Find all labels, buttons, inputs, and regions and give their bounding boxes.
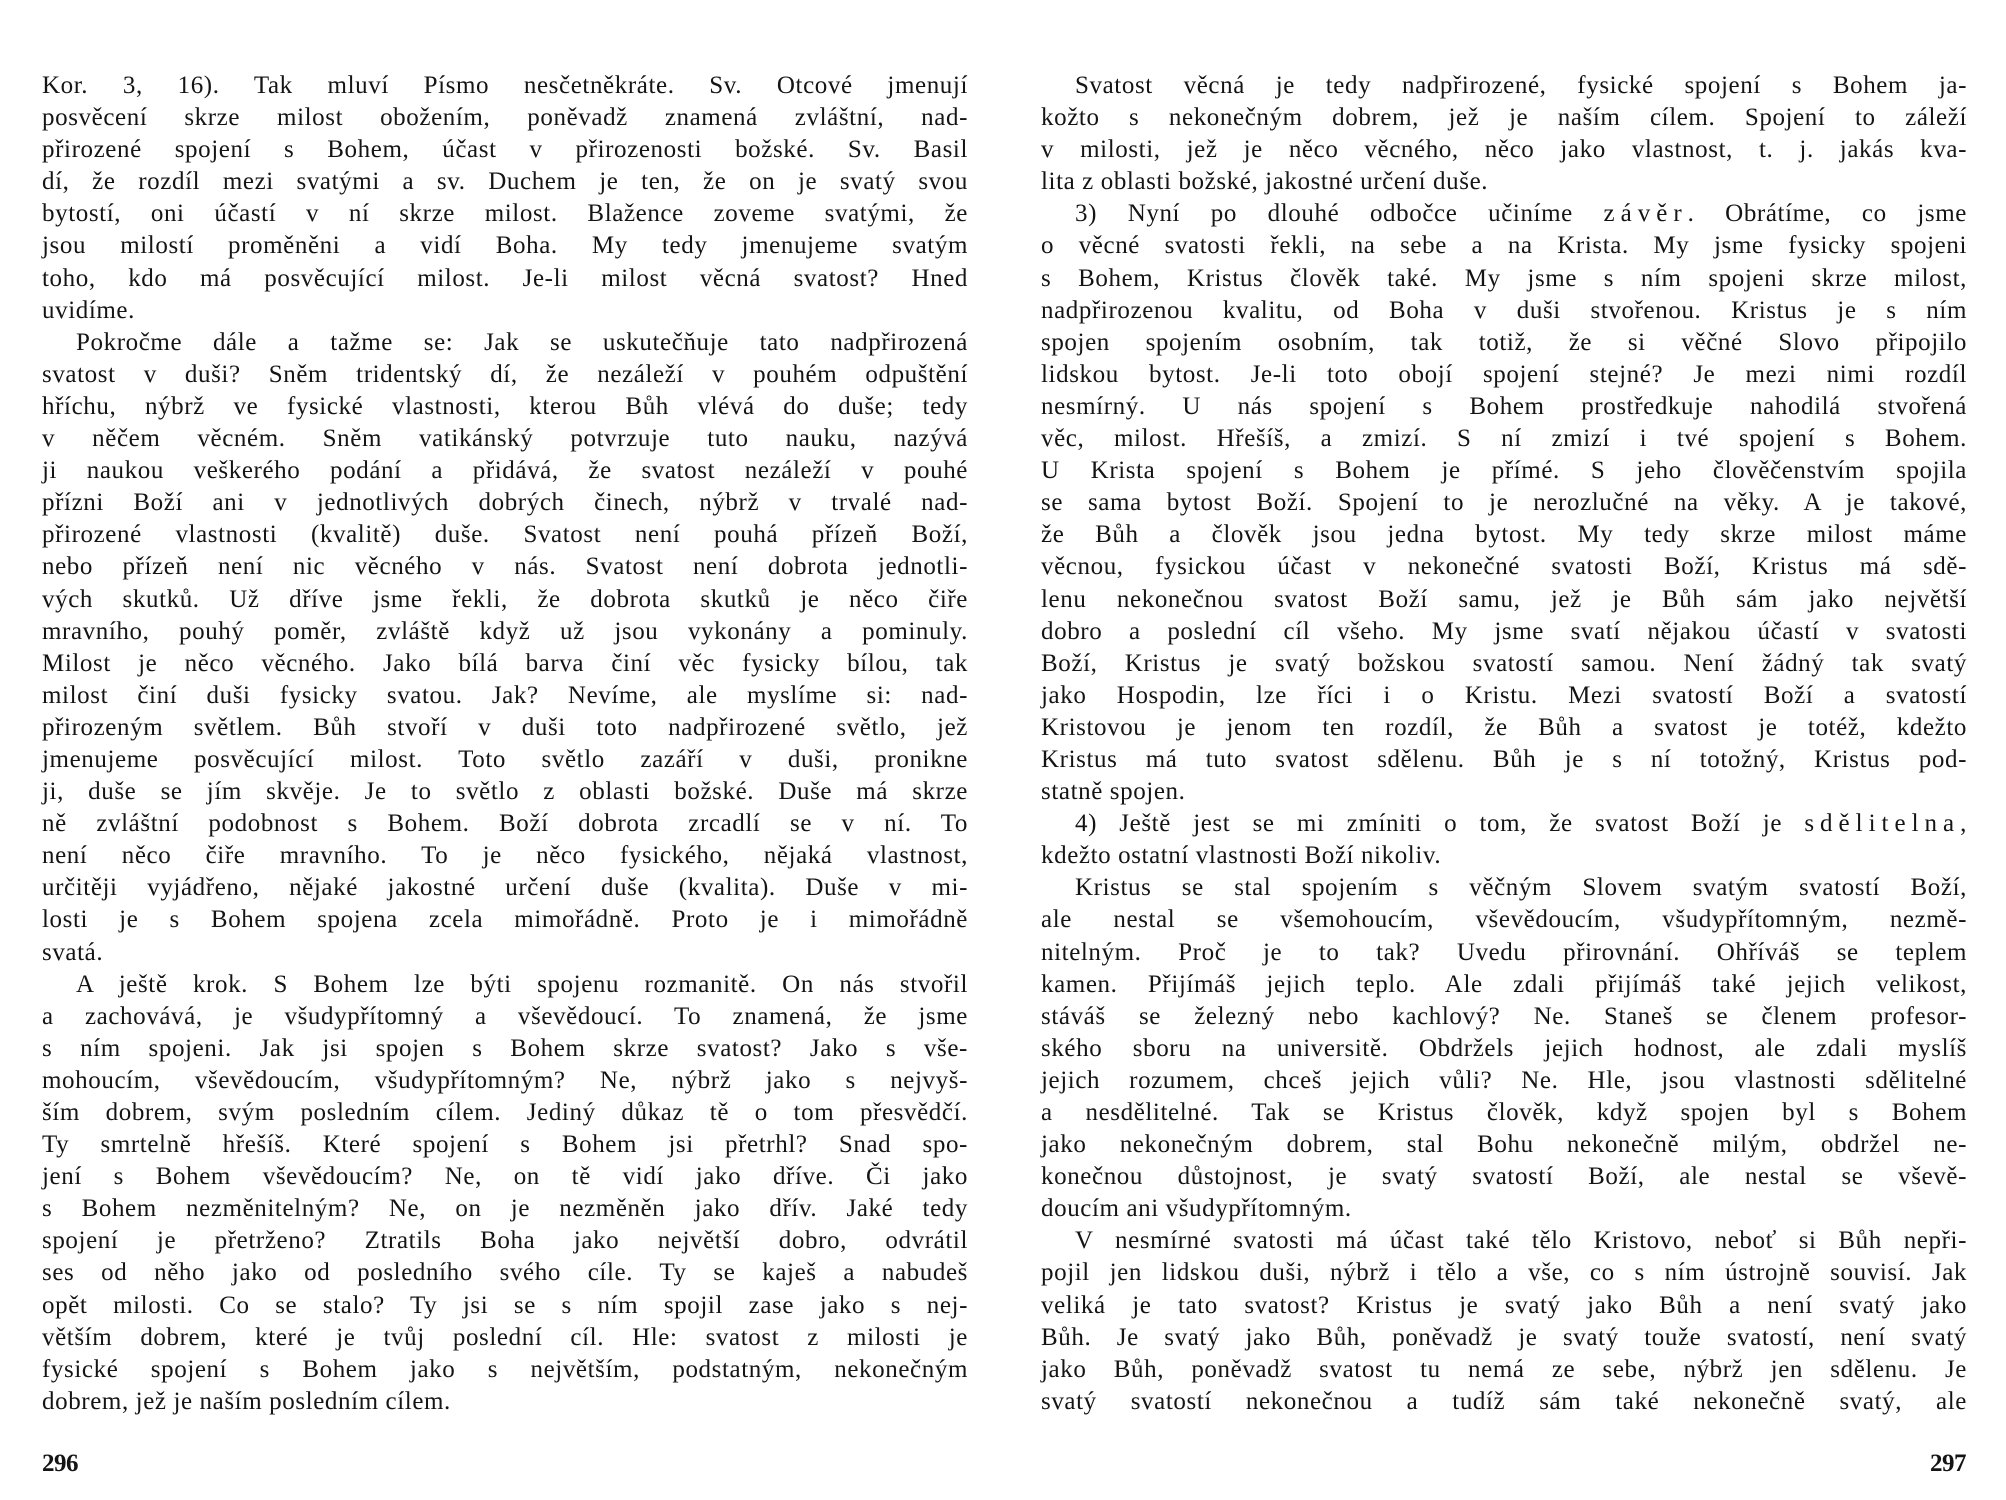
line-text: statně spojen. [1041, 778, 1186, 806]
line-text: jako nekonečným dobrem, stal Bohu nekonečně milým, obdržel ne- [1041, 1131, 1967, 1159]
line-text: se sama bytost Boží. Spojení to je nerozlučné na věky. A je takové, [1041, 489, 1967, 517]
emphasized-word: závěr [1603, 200, 1688, 228]
line-text-end: , [1960, 810, 1967, 838]
line-text: nitelným. Proč je to tak? Uvedu přirovnání. Ohříváš se teplem [1041, 938, 1967, 966]
text-line [42, 1193, 968, 1225]
line-text: stáváš se železný nebo kachlový? Ne. Staneš se členem profesor- [1041, 1002, 1967, 1030]
text-line [1041, 744, 1967, 776]
line-text: Svatost věcná je tedy nadpřirozené, fysické spojení s Bohem ja- [1075, 72, 1967, 99]
page-number-right: 297 [1930, 1450, 1966, 1477]
text-line [42, 1290, 968, 1322]
text-line [42, 1033, 968, 1065]
line-text: a nesdělitelné. Tak se Kristus člověk, když spojen byl s Bohem [1041, 1099, 1967, 1126]
text-line [1041, 487, 1967, 519]
line-text: Pokročme dále a tažme se: Jak se uskutečňuje tato nadpřirozená [76, 328, 968, 356]
text-line [42, 519, 968, 551]
line-text: o věcné svatosti řekli, na sebe a na Krista. My jsme fysicky spojeni [1041, 232, 1967, 260]
line-text: dobrem, jež je naším posledním cílem. [42, 1387, 451, 1415]
line-text: svatá. [42, 938, 104, 966]
text-line [42, 840, 968, 872]
text-line [42, 969, 968, 1001]
text-line [42, 1322, 968, 1354]
text-line [1041, 1290, 1967, 1322]
line-text: milost činí duši fysicky svatou. Jak? Nevíme, ale myslíme si: nad- [42, 681, 968, 709]
text-line [1041, 904, 1967, 936]
text-line [42, 455, 968, 487]
text-line [1041, 1065, 1967, 1097]
line-text: nadpřirozenou kvalitu, od Boha v duši stvořenou. Kristus je s ním [1041, 296, 1967, 324]
text-line [1041, 359, 1967, 391]
text-line [1041, 1225, 1967, 1257]
text-line [42, 1225, 968, 1257]
line-text: U Krista spojení s Bohem je přímé. S jeho člověčenstvím spojila [1041, 457, 1967, 485]
line-text: že Bůh a člověk jsou jedna bytost. My tedy skrze milost máme [1041, 521, 1967, 549]
page-number-left: 296 [42, 1450, 78, 1477]
line-text: Milost je něco věcného. Jako bílá barva činí věc fysicky bílou, tak [42, 649, 968, 677]
line-text: ji, duše se jím skvěje. Je to světlo z oblasti božské. Duše má skrze [42, 778, 968, 806]
line-text: věc, milost. Hřešíš, a zmizí. S ní zmizí i tvé spojení s Bohem. [1041, 425, 1967, 453]
text-line [42, 616, 968, 648]
line-text: Kristovou je jenom ten rozdíl, že Bůh a svatost je totéž, kdežto [1041, 713, 1967, 741]
text-line [1041, 680, 1967, 712]
line-text: Ty smrtelně hřešíš. Které spojení s Bohem jsi přetrhl? Snad spo- [42, 1131, 968, 1159]
text-line [1041, 840, 1967, 872]
text-line [1041, 134, 1967, 166]
text-line [42, 327, 968, 359]
line-text: lenu nekonečnou svatost Boží samu, jež je Bůh sám jako největší [1041, 585, 1967, 613]
line-text: ším dobrem, svým posledním cílem. Jediný důkaz tě o tom přesvědčí. [42, 1099, 968, 1126]
text-line [1041, 295, 1967, 327]
text-line [1041, 70, 1967, 102]
text-line [1041, 198, 1967, 230]
text-line [1041, 712, 1967, 744]
text-line [1041, 616, 1967, 648]
line-text: pojil jen lidskou duši, nýbrž i tělo a vše, co s ním ústrojně souvisí. Jak [1041, 1259, 1967, 1287]
line-text: jako Hospodin, lze říci i o Kristu. Mezi svatostí Boží a svatostí [1041, 681, 1967, 709]
text-line [42, 1001, 968, 1033]
line-text: svatost v duši? Sněm tridentský dí, že nezáleží v pouhém odpuštění [42, 360, 968, 388]
line-text: jení s Bohem vševědoucím? Ne, on tě vidí jako dříve. Či jako [42, 1163, 968, 1191]
line-text: posvěcení skrze milost obožením, poněvadž znamená zvláštní, nad- [42, 104, 968, 132]
line-text: opět milosti. Co se stalo? Ty jsi se s ním spojil zase jako s nej- [42, 1291, 968, 1319]
text-line [42, 102, 968, 134]
line-text: kdežto ostatní vlastnosti Boží nikoliv. [1041, 842, 1442, 870]
text-line [1041, 808, 1967, 840]
text-line [42, 1386, 968, 1418]
line-text: lidskou bytost. Je-li toto obojí spojení stejné? Je mezi nimi rozdíl [1041, 360, 1967, 388]
text-line [1041, 551, 1967, 583]
text-line [1041, 969, 1967, 1001]
text-line [1041, 423, 1967, 455]
emphasized-word: sdělitelna [1804, 810, 1961, 838]
line-text: s Bohem nezměnitelným? Ne, on je nezměněn jako dřív. Jaké tedy [42, 1195, 968, 1223]
text-line [42, 872, 968, 904]
line-text: kožto s nekonečným dobrem, jež je naším cílem. Spojení to záleží [1041, 104, 1967, 132]
text-line [42, 423, 968, 455]
line-text: 3) Nyní po dlouhé odbočce učiníme [1075, 200, 1604, 228]
text-line [1041, 519, 1967, 551]
text-line [42, 166, 968, 198]
line-text: větším dobrem, které je tvůj poslední cíl. Hle: svatost z milosti je [42, 1323, 968, 1351]
text-line [1041, 1322, 1967, 1354]
line-text: s Bohem, Kristus člověk také. My jsme s ním spojeni skrze milost, [1041, 264, 1967, 292]
line-text-end: . Obrátíme, co jsme [1687, 200, 1967, 228]
line-text: losti je s Bohem spojena zcela mimořádně. Proto je i mimořádně [42, 906, 968, 934]
line-text: jmenujeme posvěcující milost. Toto světlo zazáří v duši, pronikne [42, 745, 968, 773]
line-text: jako Bůh, poněvadž svatost tu nemá ze sebe, nýbrž jen sdělenu. Je [1041, 1355, 1967, 1383]
line-text: spojen spojením osobním, tak totiž, že si věčné Slovo připojilo [1041, 328, 1967, 356]
text-line [42, 1161, 968, 1193]
text-line [42, 680, 968, 712]
line-text: Kor. 3, 16). Tak mluví Písmo nesčetněkráte. Sv. Otcové jmenují [42, 72, 968, 99]
line-text: s ním spojeni. Jak jsi spojen s Bohem skrze svatost? Jako s vše- [42, 1034, 968, 1062]
text-line [1041, 102, 1967, 134]
line-text: jsou milostí proměněni a vidí Boha. My tedy jmenujeme svatým [42, 232, 968, 260]
line-text: hříchu, nýbrž ve fysické vlastnosti, kterou Bůh vlévá do duše; tedy [42, 392, 968, 420]
text-line [1041, 937, 1967, 969]
line-text: přirozené spojení s Bohem, účast v přirozenosti božské. Sv. Basil [42, 136, 968, 164]
text-line [42, 295, 968, 327]
line-text: ale nestal se všemohoucím, vševědoucím, všudypřítomným, nezmě- [1041, 906, 1967, 934]
text-line [42, 808, 968, 840]
line-text: fysické spojení s Bohem jako s největším, podstatným, nekonečným [42, 1355, 968, 1383]
text-line [42, 70, 968, 102]
text-line [1041, 648, 1967, 680]
line-text: nebo přízeň není nic věcného v nás. Svatost není dobrota jednotli- [42, 553, 968, 581]
line-text: V nesmírné svatosti má účast také tělo Kristovo, neboť si Bůh nepři- [1075, 1227, 1967, 1255]
line-text: jejich rozumem, chceš jejich vůli? Ne. Hle, jsou vlastnosti sdělitelné [1041, 1066, 1967, 1094]
text-line [1041, 776, 1967, 808]
text-line [42, 263, 968, 295]
line-text: v milosti, jež je něco věcného, něco jako vlastnost, t. j. jakás kva- [1041, 136, 1967, 164]
text-line [42, 551, 968, 583]
text-line [1041, 1033, 1967, 1065]
text-line [42, 198, 968, 230]
text-line [42, 1097, 968, 1129]
text-line [42, 744, 968, 776]
text-line [42, 584, 968, 616]
text-line [1041, 1001, 1967, 1033]
text-line [42, 391, 968, 423]
text-line [1041, 1161, 1967, 1193]
text-line [1041, 1129, 1967, 1161]
text-line [1041, 166, 1967, 198]
line-text: A ještě krok. S Bohem lze býti spojenu rozmanitě. On nás stvořil [76, 970, 968, 998]
line-text: nesmírný. U nás spojení s Bohem prostředkuje nahodilá stvořená [1041, 392, 1967, 420]
text-line [42, 904, 968, 936]
line-text: svatý svatostí nekonečnou a tudíž sám také nekonečně svatý, ale [1041, 1387, 1967, 1415]
text-line [1041, 1193, 1967, 1225]
line-text: Kristus má tuto svatost sdělenu. Bůh je s ní totožný, Kristus pod- [1041, 745, 1967, 773]
line-text: dí, že rozdíl mezi svatými a sv. Duchem je ten, že on je svatý svou [42, 168, 968, 196]
line-text: určitěji vyjádřeno, nějaké jakostné určení duše (kvalita). Duše v mi- [42, 874, 968, 902]
line-text: 4) Ještě jest se mi zmíniti o tom, že svatost Boží je [1075, 810, 1805, 838]
text-line [42, 776, 968, 808]
text-line [1041, 230, 1967, 262]
right-page-text [1041, 70, 1967, 1418]
line-text: a zachovává, je všudypřítomný a vševědoucí. To znamená, že jsme [42, 1002, 968, 1030]
text-line [1041, 263, 1967, 295]
line-text: v něčem věcném. Sněm vatikánský potvrzuje tuto nauku, nazývá [42, 425, 968, 453]
line-text: přirozené vlastnosti (kvalitě) duše. Svatost není pouhá přízeň Boží, [42, 521, 968, 549]
line-text: ji naukou veškerého podání a přidává, že svatost nezáleží v pouhé [42, 457, 968, 485]
text-line [1041, 455, 1967, 487]
text-line [1041, 1386, 1967, 1418]
text-line [42, 1354, 968, 1386]
text-line [1041, 1354, 1967, 1386]
line-text: ského sboru na universitě. Obdržels jejich hodnost, ale zdali myslíš [1041, 1034, 1967, 1062]
text-line [1041, 1097, 1967, 1129]
left-page-text [42, 70, 968, 1418]
text-line [42, 134, 968, 166]
line-text: bytostí, oni účastí v ní skrze milost. Blažence zoveme svatými, že [42, 200, 968, 228]
line-text: veliká je tato svatost? Kristus je svatý jako Bůh a není svatý jako [1041, 1291, 1967, 1319]
text-line [42, 359, 968, 391]
line-text: uvidíme. [42, 296, 135, 324]
text-line [42, 937, 968, 969]
line-text: Bůh. Je svatý jako Bůh, poněvadž je svatý touže svatostí, není svatý [1041, 1323, 1967, 1351]
text-line [42, 1257, 968, 1289]
line-text: dobro a poslední cíl všeho. My jsme svatí nějakou účastí v svatosti [1041, 617, 1967, 645]
line-text: mohoucím, vševědoucím, všudypřítomným? Ne, nýbrž jako s nejvyš- [42, 1066, 968, 1094]
line-text: spojení je přetrženo? Ztratils Boha jako největší dobro, odvrátil [42, 1227, 968, 1255]
line-text: ně zvláštní podobnost s Bohem. Boží dobrota zrcadlí se v ní. To [42, 810, 968, 838]
text-line [1041, 1257, 1967, 1289]
text-line [42, 1065, 968, 1097]
text-line [42, 1129, 968, 1161]
line-text: konečnou důstojnost, je svatý svatostí Boží, ale nestal se vševě- [1041, 1163, 1967, 1191]
line-text: doucím ani všudypřítomným. [1041, 1195, 1352, 1223]
line-text: kamen. Přijímáš jejich teplo. Ale zdali přijímáš také jejich velikost, [1041, 970, 1967, 998]
text-line [1041, 327, 1967, 359]
text-line [42, 648, 968, 680]
line-text: toho, kdo má posvěcující milost. Je-li milost věcná svatost? Hned [42, 264, 968, 292]
text-line [1041, 391, 1967, 423]
text-line [42, 712, 968, 744]
line-text: mravního, pouhý poměr, zvláště když už jsou vykonány a pominuly. [42, 617, 968, 645]
line-text: Boží, Kristus je svatý božskou svatostí samou. Není žádný tak svatý [1041, 649, 1967, 677]
line-text: přirozeným světlem. Bůh stvoří v duši toto nadpřirozené světlo, jež [42, 713, 968, 741]
line-text: není něco čiře mravního. To je něco fysického, nějaká vlastnost, [42, 842, 968, 870]
line-text: Kristus se stal spojením s věčným Slovem svatým svatostí Boží, [1075, 874, 1967, 902]
text-line [42, 487, 968, 519]
text-line [42, 230, 968, 262]
line-text: věcnou, fysickou účast v nekonečné svatosti Boží, Kristus má sdě- [1041, 553, 1967, 581]
line-text: ses od něho jako od posledního svého cíle. Ty se kaješ a nabudeš [42, 1259, 968, 1287]
text-line [1041, 584, 1967, 616]
line-text: lita z oblasti božské, jakostné určení duše. [1041, 168, 1489, 196]
line-text: vých skutků. Už dříve jsme řekli, že dobrota skutků je něco čiře [42, 585, 968, 613]
text-line [1041, 872, 1967, 904]
line-text: přízni Boží ani v jednotlivých dobrých činech, nýbrž v trvalé nad- [42, 489, 968, 517]
